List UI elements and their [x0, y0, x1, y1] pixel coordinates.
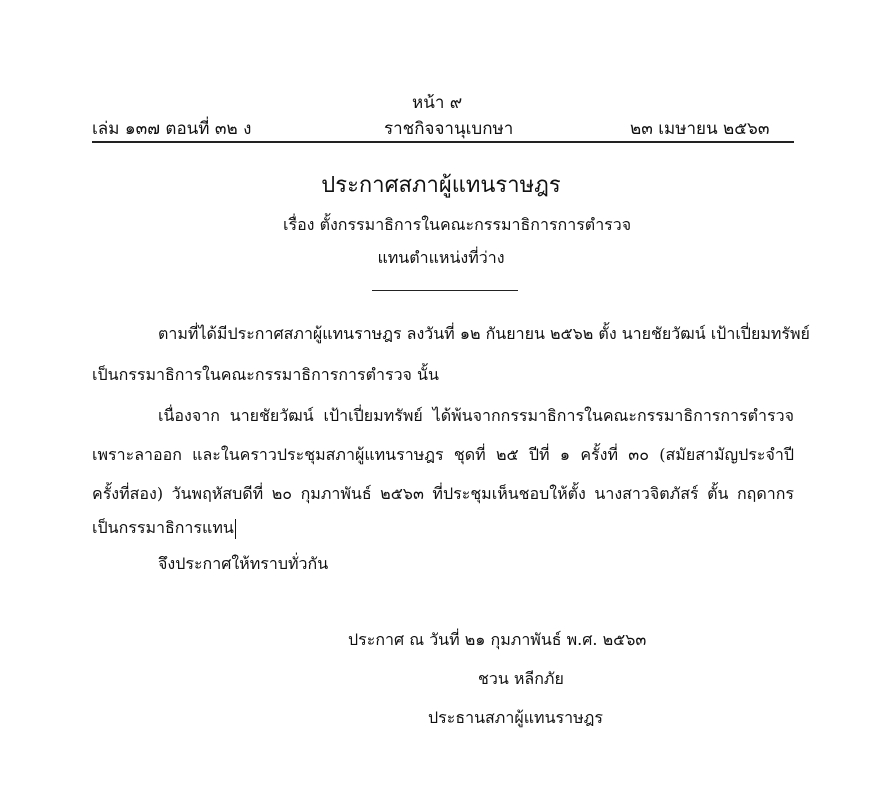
paragraph-2-line-4	[92, 516, 236, 541]
paragraph-1-line-1: ตามที่ได้มีประกาศสภาผู้แทนราษฎร ลงวันที่ ๑๒ กันยายน ๒๕๖๒ ตั้ง นายชัยวัฒน์ เป้าเปี่ยมทรัพย์	[158, 324, 810, 343]
gazette-name: ราชกิจจานุเบกษา	[384, 119, 514, 139]
document-subject: เรื่อง ตั้งกรรมาธิการในคณะกรรมาธิการการตำรวจ	[283, 215, 632, 234]
header-divider	[92, 141, 794, 143]
signatory-position: ประธานสภาผู้แทนราษฎร	[428, 708, 603, 727]
signatory-name: ชวน หลีกภัย	[478, 669, 564, 688]
document-title: ประกาศสภาผู้แทนราษฎร	[321, 173, 561, 198]
volume-issue: เล่ม ๑๓๗ ตอนที่ ๓๒ ง	[92, 119, 252, 139]
paragraph-2-line-4-text: เป็นกรรมาธิการแทน	[92, 518, 234, 537]
gazette-date: ๒๓ เมษายน ๒๕๖๓	[630, 119, 770, 139]
text-cursor	[235, 519, 236, 539]
paragraph-1-line-2: เป็นกรรมาธิการในคณะกรรมาธิการการตำรวจ นั้น	[92, 365, 439, 384]
page-number: หน้า ๙	[412, 93, 463, 113]
title-divider	[372, 290, 518, 291]
announcement-date: ประกาศ ณ วันที่ ๒๑ กุมภาพันธ์ พ.ศ. ๒๕๖๓	[348, 630, 647, 649]
paragraph-2-line-2: เพราะลาออก และในคราวประชุมสภาผู้แทนราษฎร ชุดที่ ๒๕ ปีที่ ๑ ครั้งที่ ๓๐ (สมัยสามัญประจำปี	[92, 445, 794, 464]
paragraph-3: จึงประกาศให้ทราบทั่วกัน	[158, 554, 329, 573]
paragraph-2-line-1: เนื่องจาก นายชัยวัฒน์ เป้าเปี่ยมทรัพย์ ได้พ้นจากกรรมาธิการในคณะกรรมาธิการการตำรวจ	[158, 406, 794, 425]
document-subject-continued: แทนตำแหน่งที่ว่าง	[377, 248, 505, 267]
paragraph-2-line-3: ครั้งที่สอง) วันพฤหัสบดีที่ ๒๐ กุมภาพันธ์ ๒๕๖๓ ที่ประชุมเห็นชอบให้ตั้ง นางสาวจิตภัสร์ ตั้น กฤดากร	[92, 484, 794, 503]
